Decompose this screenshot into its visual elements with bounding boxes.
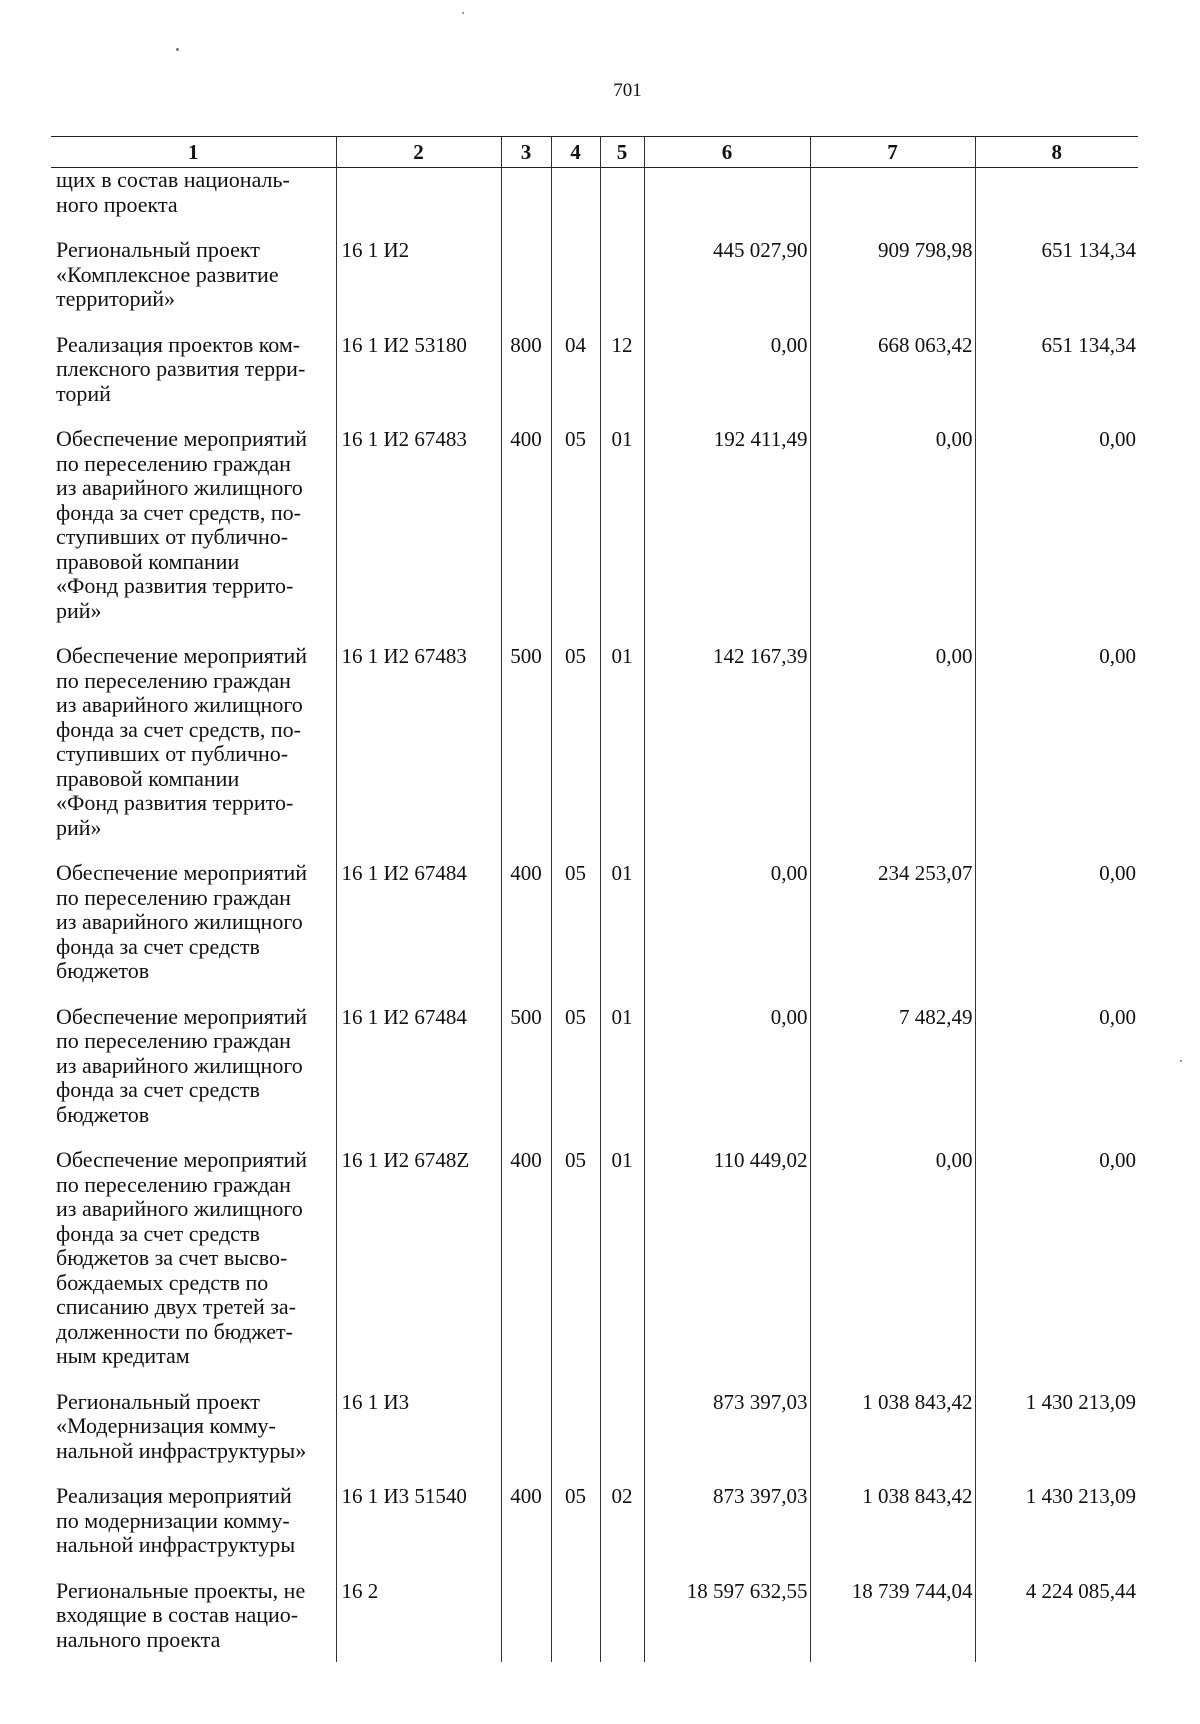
header-row bbox=[51, 137, 1138, 168]
row-value-col8: 0,00 bbox=[1099, 427, 1136, 451]
row-col3: 400 bbox=[510, 1484, 542, 1508]
row-col4-cell bbox=[551, 1570, 600, 1663]
row-value-col8-cell bbox=[975, 996, 1138, 1140]
row-code-cell bbox=[336, 1139, 501, 1381]
empty-cell bbox=[336, 168, 501, 230]
table-row bbox=[51, 418, 1138, 635]
row-value-col8: 0,00 bbox=[1099, 1148, 1136, 1172]
row-col5-cell bbox=[600, 852, 644, 996]
row-name: Обеспечение мероприятий по переселению граждан из аварийного жилищного фонда за счет средств, по- ступивших от публично- правовой компании «Фонд развития террито- рий» bbox=[56, 643, 308, 840]
table-body bbox=[51, 168, 1138, 1663]
row-col4-cell bbox=[551, 418, 600, 635]
row-value-col8-cell bbox=[975, 1381, 1138, 1476]
row-code: 16 1 И2 67484 bbox=[341, 1004, 467, 1029]
row-name-cell bbox=[51, 852, 336, 996]
continuation-row bbox=[51, 168, 1138, 230]
row-name-cell bbox=[51, 229, 336, 324]
row-name-cell bbox=[51, 1381, 336, 1476]
row-code: 16 1 И3 bbox=[341, 1389, 410, 1414]
row-value-col7-cell bbox=[810, 1475, 975, 1570]
row-name: Реализация мероприятий по модернизации комму- нальной инфраструктуры bbox=[56, 1483, 296, 1557]
row-value-col8-cell bbox=[975, 852, 1138, 996]
row-value-col6-cell bbox=[644, 418, 810, 635]
row-code-cell bbox=[336, 1475, 501, 1570]
row-code: 16 1 И2 6748Z bbox=[341, 1148, 470, 1172]
row-name: Обеспечение мероприятий по переселению граждан из аварийного жилищного фонда за счет средств бюджетов bbox=[56, 1003, 308, 1127]
row-col4-cell bbox=[551, 1475, 600, 1570]
row-value-col8: 4 224 085,44 bbox=[1025, 1578, 1136, 1603]
column-header-4: 4 bbox=[551, 137, 600, 168]
row-col5-cell bbox=[600, 1381, 644, 1476]
row-col3-cell bbox=[501, 1139, 551, 1381]
row-value-col6: 110 449,02 bbox=[713, 1148, 808, 1172]
row-col5: 01 bbox=[611, 427, 633, 451]
row-value-col6: 192 411,49 bbox=[713, 427, 808, 451]
row-name: Реализация проектов ком- плексного развития терри- торий bbox=[56, 331, 306, 406]
row-col4: 05 bbox=[565, 1484, 586, 1508]
row-value-col7: 1 038 843,42 bbox=[862, 1389, 973, 1414]
row-col3-cell bbox=[501, 1475, 551, 1570]
scan-speck bbox=[1180, 1060, 1182, 1062]
row-col4-cell bbox=[551, 324, 600, 419]
row-value-col7-cell bbox=[810, 996, 975, 1140]
row-code: 16 1 И2 67483 bbox=[341, 644, 467, 668]
row-value-col7-cell bbox=[810, 324, 975, 419]
row-col3: 800 bbox=[510, 332, 542, 357]
row-code-cell bbox=[336, 635, 501, 852]
row-col4: 04 bbox=[565, 332, 586, 357]
row-col4-cell bbox=[551, 852, 600, 996]
row-value-col6: 0,00 bbox=[770, 332, 808, 357]
row-value-col6: 0,00 bbox=[770, 1004, 808, 1029]
budget-table-container bbox=[51, 136, 1138, 1662]
table-header bbox=[51, 137, 1138, 168]
row-col5-cell bbox=[600, 1475, 644, 1570]
row-value-col7: 18 739 744,04 bbox=[851, 1578, 973, 1603]
row-code-cell bbox=[336, 1381, 501, 1476]
table-row bbox=[51, 996, 1138, 1140]
row-value-col8-cell bbox=[975, 324, 1138, 419]
row-value-col7-cell bbox=[810, 1381, 975, 1476]
row-name: Региональный проект «Комплексное развитие территорий» bbox=[56, 237, 279, 311]
row-value-col8-cell bbox=[975, 418, 1138, 635]
row-name-cell bbox=[51, 1475, 336, 1570]
row-value-col7: 0,00 bbox=[935, 427, 973, 451]
column-header-3: 3 bbox=[501, 137, 551, 168]
empty-cell bbox=[600, 168, 644, 230]
page-number: 701 bbox=[613, 80, 642, 101]
row-value-col6: 0,00 bbox=[770, 861, 808, 885]
row-value-col7: 909 798,98 bbox=[878, 238, 973, 262]
row-col5-cell bbox=[600, 229, 644, 324]
row-col4: 05 bbox=[565, 1004, 586, 1029]
row-value-col8: 651 134,34 bbox=[1041, 332, 1136, 357]
table-row bbox=[51, 635, 1138, 852]
row-code: 16 1 И3 51540 bbox=[341, 1484, 467, 1508]
table-row bbox=[51, 1475, 1138, 1570]
row-value-col7: 0,00 bbox=[935, 1148, 973, 1172]
row-value-col6-cell bbox=[644, 852, 810, 996]
table-row bbox=[51, 229, 1138, 324]
continuation-text-value: щих в состав националь- ного проекта bbox=[56, 167, 290, 217]
row-value-col6: 873 397,03 bbox=[713, 1389, 808, 1414]
row-col5-cell bbox=[600, 1139, 644, 1381]
row-value-col6-cell bbox=[644, 1475, 810, 1570]
row-value-col7-cell bbox=[810, 229, 975, 324]
row-col3: 500 bbox=[510, 1004, 542, 1029]
row-value-col6: 142 167,39 bbox=[713, 644, 808, 668]
row-col5: 01 bbox=[611, 644, 633, 668]
empty-cell bbox=[501, 168, 551, 230]
row-value-col7: 234 253,07 bbox=[878, 861, 973, 885]
row-col5: 01 bbox=[611, 1004, 633, 1029]
row-name-cell bbox=[51, 324, 336, 419]
row-name-cell bbox=[51, 635, 336, 852]
empty-cell bbox=[551, 168, 600, 230]
table-row bbox=[51, 1139, 1138, 1381]
row-col3: 500 bbox=[510, 644, 542, 668]
row-value-col6-cell bbox=[644, 635, 810, 852]
row-name: Региональные проекты, не входящие в состав нацио- нального проекта bbox=[56, 1577, 306, 1652]
row-name: Региональный проект «Модернизация комму- нальной инфраструктуры» bbox=[56, 1388, 307, 1463]
table-row bbox=[51, 324, 1138, 419]
row-col5: 01 bbox=[611, 861, 633, 885]
row-value-col8-cell bbox=[975, 635, 1138, 852]
row-col5: 12 bbox=[611, 332, 633, 357]
row-col5-cell bbox=[600, 1570, 644, 1663]
row-code-cell bbox=[336, 996, 501, 1140]
row-code: 16 1 И2 53180 bbox=[341, 332, 467, 357]
row-col3-cell bbox=[501, 418, 551, 635]
empty-cell bbox=[810, 168, 975, 230]
row-name-cell bbox=[51, 1139, 336, 1381]
row-col3-cell bbox=[501, 1381, 551, 1476]
column-header-1: 1 bbox=[51, 137, 336, 168]
row-code-cell bbox=[336, 852, 501, 996]
row-value-col8: 651 134,34 bbox=[1041, 238, 1136, 262]
row-value-col7-cell bbox=[810, 635, 975, 852]
continuation-text bbox=[51, 168, 336, 230]
row-value-col8: 1 430 213,09 bbox=[1025, 1389, 1136, 1414]
row-col3-cell bbox=[501, 229, 551, 324]
row-col3-cell bbox=[501, 324, 551, 419]
row-col4-cell bbox=[551, 1381, 600, 1476]
row-code: 16 1 И2 67483 bbox=[341, 427, 467, 451]
row-value-col7-cell bbox=[810, 852, 975, 996]
row-code-cell bbox=[336, 1570, 501, 1663]
row-value-col6-cell bbox=[644, 1570, 810, 1663]
row-name-cell bbox=[51, 1570, 336, 1663]
row-value-col8: 1 430 213,09 bbox=[1025, 1484, 1136, 1508]
row-code-cell bbox=[336, 229, 501, 324]
row-col4: 05 bbox=[565, 861, 586, 885]
scan-speck bbox=[462, 12, 464, 14]
row-value-col6-cell bbox=[644, 229, 810, 324]
row-col4-cell bbox=[551, 1139, 600, 1381]
row-value-col7: 668 063,42 bbox=[878, 332, 973, 357]
row-value-col7-cell bbox=[810, 1139, 975, 1381]
row-col5: 01 bbox=[611, 1148, 633, 1172]
row-value-col6-cell bbox=[644, 1381, 810, 1476]
row-code: 16 2 bbox=[341, 1578, 379, 1603]
row-value-col6-cell bbox=[644, 324, 810, 419]
row-col3: 400 bbox=[510, 427, 542, 451]
empty-cell bbox=[644, 168, 810, 230]
row-value-col6: 18 597 632,55 bbox=[686, 1578, 808, 1603]
row-col4-cell bbox=[551, 635, 600, 852]
empty-cell bbox=[975, 168, 1138, 230]
table-row bbox=[51, 1570, 1138, 1663]
row-col5-cell bbox=[600, 324, 644, 419]
row-value-col8: 0,00 bbox=[1099, 644, 1136, 668]
row-value-col7-cell bbox=[810, 1570, 975, 1663]
row-col3: 400 bbox=[510, 861, 542, 885]
row-value-col8: 0,00 bbox=[1099, 1004, 1136, 1029]
scan-speck bbox=[176, 48, 179, 51]
row-value-col8-cell bbox=[975, 1475, 1138, 1570]
row-name: Обеспечение мероприятий по переселению граждан из аварийного жилищного фонда за счет средств бюджетов за счет высво- бождаемых средств по списанию двух третей за- долженности по бюджет- ным кредитам bbox=[56, 1147, 308, 1368]
table-row bbox=[51, 1381, 1138, 1476]
column-header-6: 6 bbox=[644, 137, 810, 168]
row-name: Обеспечение мероприятий по переселению граждан из аварийного жилищного фонда за счет средств бюджетов bbox=[56, 860, 308, 983]
row-value-col8-cell bbox=[975, 1570, 1138, 1663]
row-col4: 05 bbox=[565, 644, 586, 668]
row-col5-cell bbox=[600, 418, 644, 635]
row-col4-cell bbox=[551, 996, 600, 1140]
row-col4-cell bbox=[551, 229, 600, 324]
row-code: 16 1 И2 67484 bbox=[341, 861, 467, 885]
row-value-col6-cell bbox=[644, 996, 810, 1140]
row-col5-cell bbox=[600, 635, 644, 852]
column-header-5: 5 bbox=[600, 137, 644, 168]
row-col3-cell bbox=[501, 996, 551, 1140]
row-col5-cell bbox=[600, 996, 644, 1140]
column-header-7: 7 bbox=[810, 137, 975, 168]
row-value-col7: 7 482,49 bbox=[899, 1004, 973, 1029]
row-value-col6: 873 397,03 bbox=[713, 1484, 808, 1508]
row-value-col8-cell bbox=[975, 1139, 1138, 1381]
row-name-cell bbox=[51, 996, 336, 1140]
row-value-col7: 1 038 843,42 bbox=[862, 1484, 973, 1508]
row-value-col7: 0,00 bbox=[935, 644, 973, 668]
row-code-cell bbox=[336, 324, 501, 419]
table-row bbox=[51, 852, 1138, 996]
column-header-2: 2 bbox=[336, 137, 501, 168]
budget-table bbox=[51, 136, 1138, 1662]
row-code-cell bbox=[336, 418, 501, 635]
row-col3: 400 bbox=[510, 1148, 542, 1172]
column-header-8: 8 bbox=[975, 137, 1138, 168]
row-col4: 05 bbox=[565, 1148, 586, 1172]
row-col3-cell bbox=[501, 852, 551, 996]
row-name: Обеспечение мероприятий по переселению граждан из аварийного жилищного фонда за счет средств, по- ступивших от публично- правовой компании «Фонд развития террито- рий» bbox=[56, 426, 308, 623]
row-value-col6: 445 027,90 bbox=[713, 238, 808, 262]
row-code: 16 1 И2 bbox=[341, 238, 410, 262]
row-value-col8-cell bbox=[975, 229, 1138, 324]
row-value-col8: 0,00 bbox=[1099, 861, 1136, 885]
row-col3-cell bbox=[501, 635, 551, 852]
row-col4: 05 bbox=[565, 427, 586, 451]
row-col5: 02 bbox=[611, 1484, 633, 1508]
row-value-col7-cell bbox=[810, 418, 975, 635]
row-name-cell bbox=[51, 418, 336, 635]
row-value-col6-cell bbox=[644, 1139, 810, 1381]
row-col3-cell bbox=[501, 1570, 551, 1663]
